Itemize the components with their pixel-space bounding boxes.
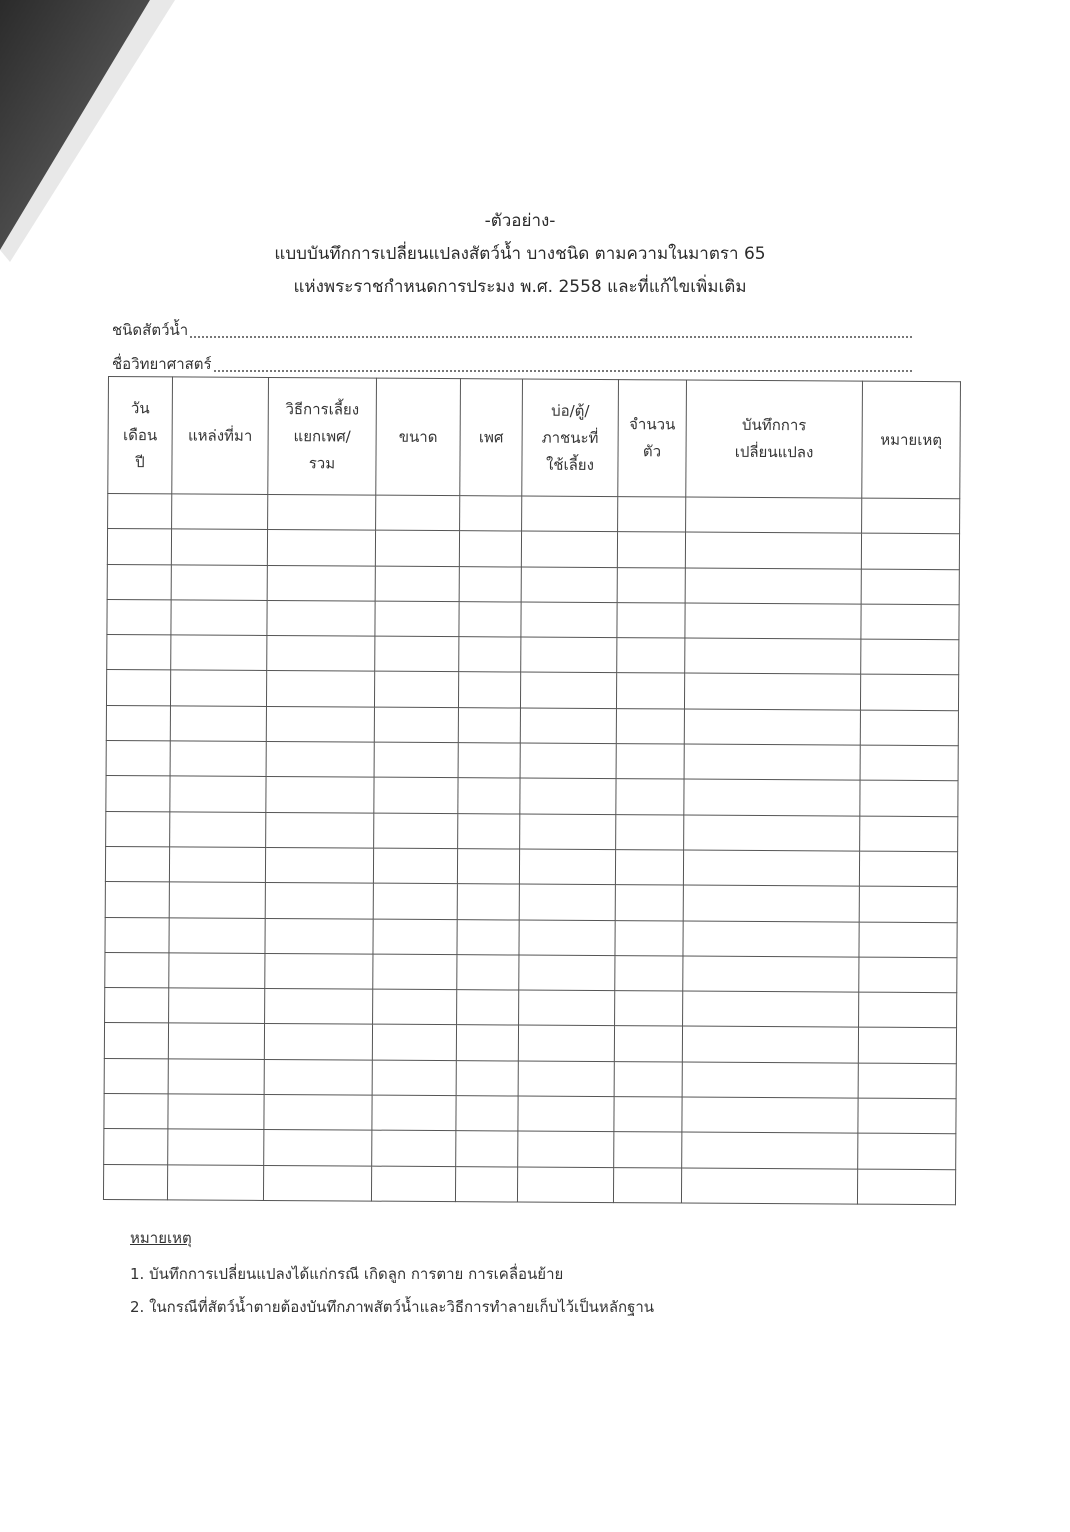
- notes-section: [130, 1226, 654, 1324]
- table-cell: [858, 1028, 956, 1064]
- table-cell: [861, 569, 959, 605]
- table-cell: [617, 532, 685, 568]
- table-cell: [682, 1132, 858, 1168]
- table-cell: [371, 1166, 455, 1202]
- table-cell: [685, 568, 861, 604]
- table-cell: [170, 812, 266, 848]
- table-cell: [373, 919, 457, 955]
- table-cell: [616, 708, 684, 744]
- title-block: [0, 205, 1040, 304]
- note-item-1: 1. บันทึกการเปลี่ยนแปลงได้แก่กรณี เกิดลูก การตาย การเคลื่อนย้าย: [130, 1265, 564, 1283]
- table-cell: [168, 1094, 264, 1130]
- table-cell: [457, 990, 519, 1026]
- table-cell: [861, 604, 959, 640]
- table-cell: [107, 564, 171, 600]
- species-dotted-line: [190, 335, 912, 338]
- table-cell: [520, 743, 616, 779]
- table-cell: [373, 883, 457, 919]
- table-row: [106, 670, 958, 711]
- table-cell: [457, 919, 519, 955]
- table-cell: [169, 847, 265, 883]
- table-row: [107, 564, 959, 605]
- table-cell: [266, 671, 374, 707]
- table-cell: [683, 991, 859, 1027]
- table-cell: [860, 710, 958, 746]
- table-body: [103, 494, 959, 1205]
- species-label: ชนิดสัตว์น้ำ: [112, 321, 189, 339]
- scientific-name-label: ชื่อวิทยาศาสตร์: [112, 355, 212, 373]
- record-table: [103, 376, 961, 1205]
- table-row: [105, 917, 957, 958]
- table-cell: [374, 778, 458, 814]
- table-row: [107, 635, 959, 676]
- table-cell: [106, 811, 170, 847]
- column-header-2: แหล่งที่มา: [172, 377, 269, 495]
- table-cell: [520, 814, 616, 850]
- table-cell: [372, 1025, 456, 1061]
- column-header-9: หมายเหตุ: [862, 381, 961, 499]
- table-cell: [615, 955, 683, 991]
- table-row: [105, 846, 957, 887]
- table-cell: [458, 778, 520, 814]
- table-cell: [266, 706, 374, 742]
- table-cell: [374, 672, 458, 708]
- table-cell: [858, 1133, 956, 1169]
- table-row: [106, 811, 958, 852]
- table-cell: [455, 1166, 517, 1202]
- table-cell: [106, 705, 170, 741]
- table-row: [106, 741, 958, 782]
- table-cell: [105, 952, 169, 988]
- table-cell: [170, 741, 266, 777]
- column-header-4: ขนาด: [376, 378, 461, 496]
- table-cell: [616, 673, 684, 709]
- table-cell: [264, 1130, 372, 1166]
- table-cell: [168, 1059, 264, 1095]
- title-sample-label: -ตัวอย่าง-: [484, 211, 556, 231]
- table-cell: [268, 494, 376, 530]
- table-cell: [518, 1025, 614, 1061]
- table-cell: [859, 922, 957, 958]
- table-cell: [376, 495, 460, 531]
- table-cell: [861, 639, 959, 675]
- table-cell: [170, 706, 266, 742]
- table-cell: [518, 1061, 614, 1097]
- notes-title: หมายเหตุ: [130, 1229, 192, 1247]
- table-cell: [683, 885, 859, 921]
- table-cell: [521, 531, 617, 567]
- table-cell: [457, 849, 519, 885]
- table-cell: [171, 564, 267, 600]
- table-cell: [858, 1098, 956, 1134]
- table-cell: [617, 603, 685, 639]
- title-decree-reference: แห่งพระราชกำหนดการประมง พ.ศ. 2558 และที่แก้ไขเพิ่มเติม: [293, 277, 747, 297]
- table-cell: [106, 776, 170, 812]
- table-cell: [615, 991, 683, 1027]
- table-cell: [617, 567, 685, 603]
- table-cell: [264, 1024, 372, 1060]
- table-cell: [107, 529, 171, 565]
- title-form-name: แบบบันทึกการเปลี่ยนแปลงสัตว์น้ำ บางชนิด ตามความในมาตรา 65: [274, 244, 766, 264]
- table-cell: [105, 988, 169, 1024]
- table-header-row: [108, 377, 961, 499]
- table-cell: [458, 672, 520, 708]
- table-cell: [459, 637, 521, 673]
- table-cell: [860, 780, 958, 816]
- table-cell: [860, 745, 958, 781]
- table-cell: [375, 566, 459, 602]
- table-cell: [616, 814, 684, 850]
- table-cell: [375, 601, 459, 637]
- table-cell: [457, 884, 519, 920]
- table-cell: [172, 494, 268, 530]
- table-row: [105, 952, 957, 993]
- table-cell: [106, 670, 170, 706]
- column-header-8: บันทึกการ เปลี่ยนแปลง: [686, 380, 863, 498]
- table-cell: [685, 532, 861, 568]
- table-cell: [167, 1165, 263, 1201]
- table-cell: [457, 955, 519, 991]
- table-cell: [684, 674, 860, 710]
- table-cell: [108, 494, 172, 530]
- table-cell: [518, 1096, 614, 1132]
- table-cell: [168, 1023, 264, 1059]
- table-cell: [616, 779, 684, 815]
- table-cell: [685, 638, 861, 674]
- table-cell: [520, 673, 616, 709]
- table-cell: [459, 602, 521, 638]
- table-cell: [373, 989, 457, 1025]
- table-cell: [519, 920, 615, 956]
- table-row: [106, 776, 958, 817]
- table-cell: [617, 638, 685, 674]
- table-cell: [266, 812, 374, 848]
- table-cell: [520, 778, 616, 814]
- table-cell: [859, 957, 957, 993]
- table-cell: [103, 1164, 167, 1200]
- table-cell: [860, 816, 958, 852]
- table-cell: [458, 743, 520, 779]
- table-cell: [686, 497, 862, 533]
- table-cell: [375, 530, 459, 566]
- table-cell: [682, 1062, 858, 1098]
- table-row: [104, 1094, 956, 1135]
- table-cell: [458, 707, 520, 743]
- table-cell: [169, 882, 265, 918]
- table-cell: [859, 851, 957, 887]
- table-cell: [459, 531, 521, 567]
- table-row: [103, 1164, 955, 1205]
- table-cell: [614, 1097, 682, 1133]
- table-cell: [169, 988, 265, 1024]
- table-row: [107, 529, 959, 570]
- species-field: [112, 318, 912, 342]
- table-row: [105, 988, 957, 1029]
- table-cell: [520, 708, 616, 744]
- table-cell: [518, 1131, 614, 1167]
- table-cell: [684, 709, 860, 745]
- table-cell: [171, 600, 267, 636]
- table-cell: [860, 675, 958, 711]
- table-cell: [107, 599, 171, 635]
- table-row: [104, 1129, 956, 1170]
- table-cell: [374, 813, 458, 849]
- table-cell: [456, 1060, 518, 1096]
- table-cell: [170, 776, 266, 812]
- table-cell: [684, 744, 860, 780]
- table-cell: [683, 956, 859, 992]
- table-cell: [266, 742, 374, 778]
- table-cell: [460, 496, 522, 532]
- table-cell: [374, 742, 458, 778]
- table-row: [107, 599, 959, 640]
- table-cell: [616, 744, 684, 780]
- table-cell: [265, 847, 373, 883]
- table-cell: [104, 1094, 168, 1130]
- table-cell: [266, 777, 374, 813]
- record-table-wrapper: [103, 376, 960, 1205]
- table-cell: [521, 567, 617, 603]
- table-row: [104, 1058, 956, 1099]
- table-cell: [683, 850, 859, 886]
- table-cell: [521, 637, 617, 673]
- table-cell: [106, 741, 170, 777]
- table-cell: [519, 849, 615, 885]
- table-cell: [615, 920, 683, 956]
- table-cell: [169, 917, 265, 953]
- table-cell: [857, 1169, 955, 1205]
- table-cell: [613, 1167, 681, 1203]
- table-cell: [372, 1060, 456, 1096]
- table-cell: [684, 779, 860, 815]
- table-cell: [682, 1026, 858, 1062]
- table-cell: [105, 882, 169, 918]
- column-header-5: เพศ: [460, 379, 523, 496]
- table-cell: [374, 707, 458, 743]
- table-cell: [615, 885, 683, 921]
- table-row: [105, 882, 957, 923]
- table-cell: [614, 1132, 682, 1168]
- table-cell: [456, 1131, 518, 1167]
- table-cell: [618, 497, 686, 533]
- table-cell: [264, 1095, 372, 1131]
- table-cell: [615, 850, 683, 886]
- table-cell: [858, 1063, 956, 1099]
- table-cell: [372, 1095, 456, 1131]
- table-cell: [169, 953, 265, 989]
- column-header-1: วัน เดือน ปี: [108, 377, 173, 494]
- table-cell: [614, 1061, 682, 1097]
- table-cell: [859, 992, 957, 1028]
- table-cell: [859, 886, 957, 922]
- table-row: [104, 1023, 956, 1064]
- table-cell: [681, 1168, 857, 1204]
- table-cell: [265, 918, 373, 954]
- table-cell: [265, 953, 373, 989]
- table-cell: [104, 1023, 168, 1059]
- note-item-2: 2. ในกรณีที่สัตว์น้ำตายต้องบันทึกภาพสัตว์น้ำและวิธีการทำลายเก็บไว้เป็นหลักฐาน: [130, 1298, 655, 1316]
- column-header-7: จำนวน ตัว: [618, 380, 687, 497]
- column-header-3: วิธีการเลี้ยง แยกเพศ/ รวม: [268, 377, 377, 495]
- table-cell: [265, 989, 373, 1025]
- table-cell: [459, 566, 521, 602]
- table-cell: [375, 636, 459, 672]
- table-cell: [373, 848, 457, 884]
- table-cell: [614, 1026, 682, 1062]
- table-cell: [263, 1165, 371, 1201]
- table-cell: [171, 635, 267, 671]
- table-cell: [685, 603, 861, 639]
- table-cell: [105, 846, 169, 882]
- table-cell: [267, 600, 375, 636]
- table-cell: [264, 1059, 372, 1095]
- table-cell: [105, 917, 169, 953]
- table-cell: [519, 884, 615, 920]
- column-header-6: บ่อ/ตู้/ ภาชนะที่ ใช้เลี้ยง: [522, 379, 619, 497]
- table-cell: [373, 954, 457, 990]
- table-cell: [372, 1130, 456, 1166]
- scientific-name-dotted-line: [214, 369, 912, 372]
- table-cell: [168, 1129, 264, 1165]
- table-cell: [683, 921, 859, 957]
- table-cell: [458, 813, 520, 849]
- table-cell: [456, 1096, 518, 1132]
- table-cell: [107, 635, 171, 671]
- table-row: [108, 494, 960, 535]
- table-cell: [519, 990, 615, 1026]
- table-row: [106, 705, 958, 746]
- table-cell: [456, 1025, 518, 1061]
- table-cell: [265, 883, 373, 919]
- table-cell: [517, 1167, 613, 1203]
- table-cell: [170, 670, 266, 706]
- table-cell: [682, 1097, 858, 1133]
- table-cell: [861, 533, 959, 569]
- table-cell: [267, 565, 375, 601]
- table-cell: [267, 636, 375, 672]
- table-cell: [267, 530, 375, 566]
- table-cell: [684, 815, 860, 851]
- table-cell: [521, 602, 617, 638]
- scientific-name-field: [112, 352, 912, 376]
- table-cell: [519, 955, 615, 991]
- table-cell: [104, 1058, 168, 1094]
- table-cell: [522, 496, 618, 532]
- table-cell: [171, 529, 267, 565]
- table-cell: [862, 498, 960, 534]
- table-cell: [104, 1129, 168, 1165]
